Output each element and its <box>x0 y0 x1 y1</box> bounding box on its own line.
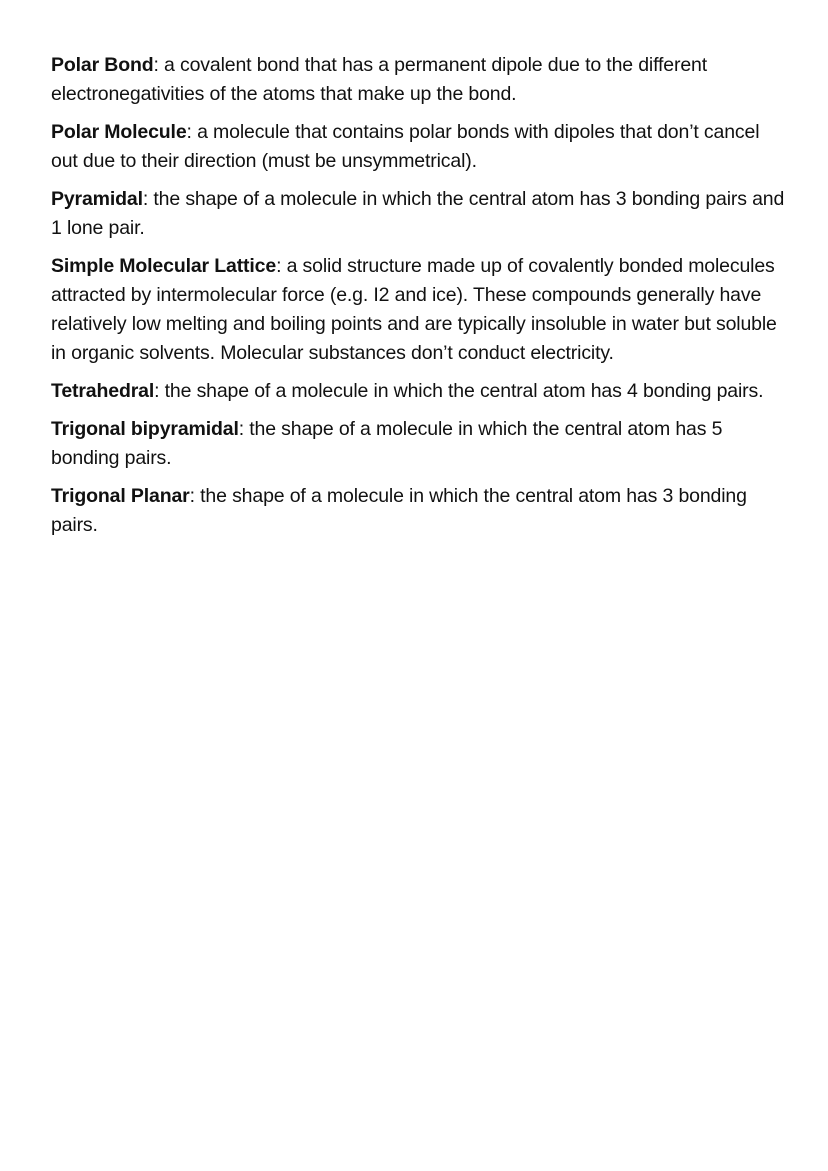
glossary-term: Trigonal bipyramidal <box>51 418 239 440</box>
glossary-term: Polar Molecule <box>51 121 187 143</box>
glossary-definition: : a covalent bond that has a permanent dipole due to the different electronegativities of the atoms that make up the bond. <box>51 54 707 105</box>
glossary-definition: : the shape of a molecule in which the central atom has 3 bonding pairs and 1 lone pair. <box>51 188 785 239</box>
glossary-entry-tetrahedral <box>51 377 791 406</box>
glossary-entry-polar-bond <box>51 51 791 109</box>
glossary-term: Polar Bond <box>51 54 154 76</box>
glossary-term: Simple Molecular Lattice <box>51 255 277 277</box>
glossary-definition: : the shape of a molecule in which the central atom has 5 bonding pairs. <box>51 418 723 469</box>
glossary-definition: : a solid structure made up of covalently bonded molecules attracted by intermolecular force (e.g. I2 and ice). These compounds generally have relatively low melting and boiling points and are typically insoluble in water but soluble in organic solvents. Molecular substances don’t conduct electricity. <box>51 255 777 364</box>
glossary-term: Tetrahedral <box>51 380 155 402</box>
glossary-term: Pyramidal <box>51 188 143 210</box>
glossary-entry-trigonal-bipyramidal <box>51 415 791 473</box>
glossary-definition: : a molecule that contains polar bonds with dipoles that don’t cancel out due to their direction (must be unsymmetrical). <box>51 121 760 172</box>
glossary-entry-polar-molecule <box>51 118 791 176</box>
glossary-entry-trigonal-planar <box>51 482 791 540</box>
glossary-definition: : the shape of a molecule in which the central atom has 4 bonding pairs. <box>154 380 764 402</box>
glossary-term: Trigonal Planar <box>51 485 190 507</box>
glossary-entry-simple-molecular-lattice <box>51 252 791 368</box>
glossary-list <box>51 51 791 549</box>
glossary-entry-pyramidal <box>51 185 791 243</box>
glossary-definition: : the shape of a molecule in which the central atom has 3 bonding pairs. <box>51 485 747 536</box>
